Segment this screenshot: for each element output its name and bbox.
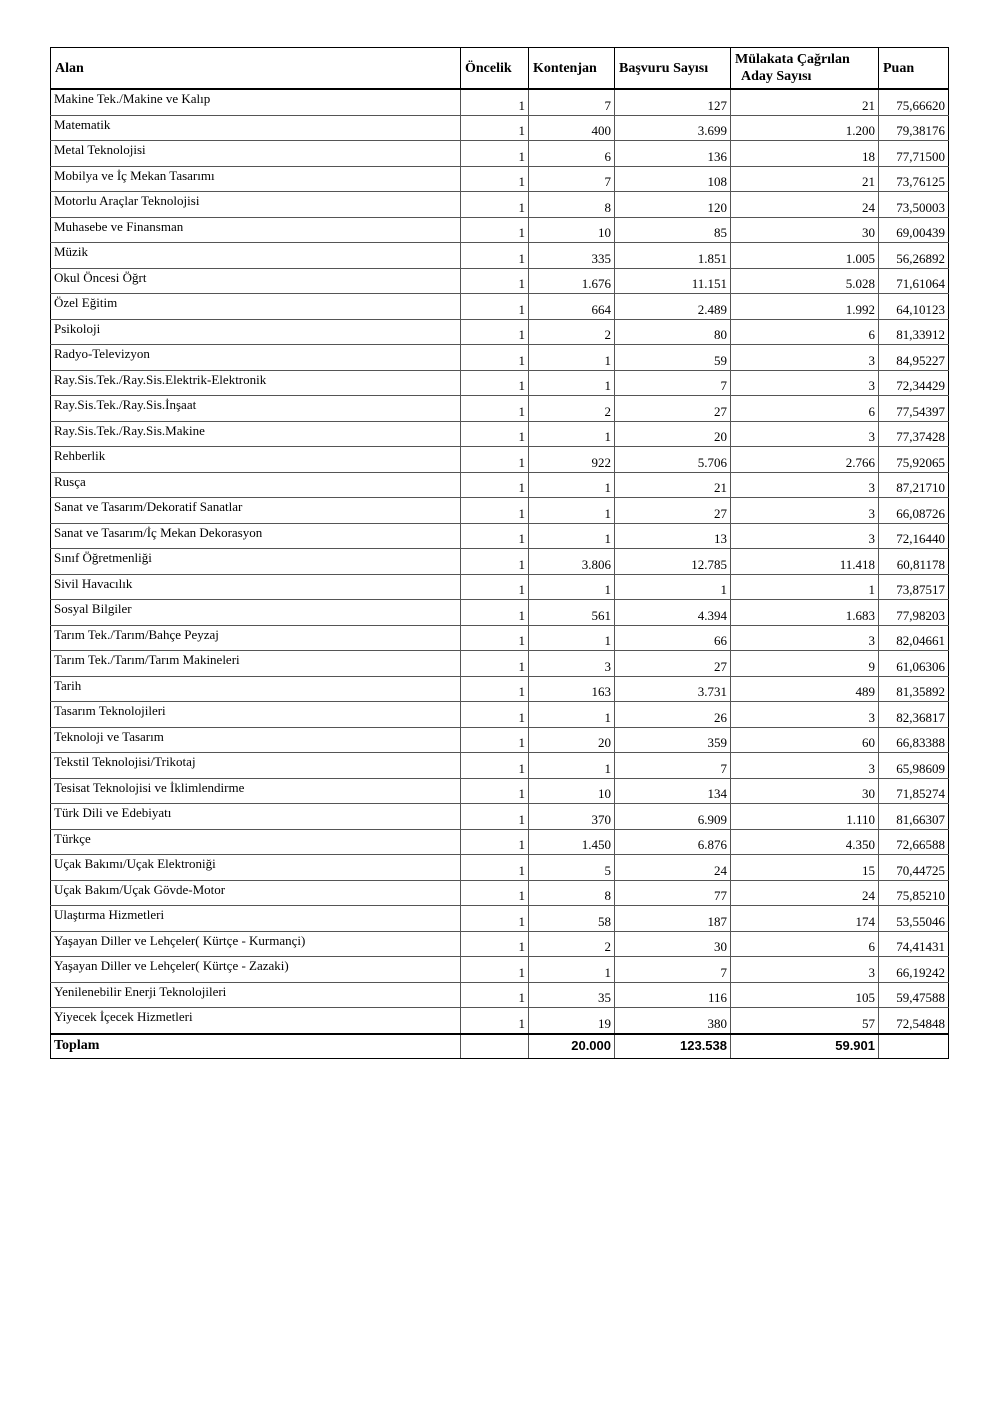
table-row [51, 549, 949, 575]
cell-kontenjan: 3 [529, 651, 615, 677]
cell-mulakat: 3 [731, 498, 879, 524]
cell-alan: Uçak Bakımı/Uçak Elektroniği [51, 855, 461, 881]
cell-puan: 66,08726 [879, 498, 949, 524]
cell-alan: Ray.Sis.Tek./Ray.Sis.Makine [51, 421, 461, 447]
cell-kontenjan: 1 [529, 370, 615, 396]
cell-oncelik: 1 [461, 702, 529, 728]
cell-mulakat: 6 [731, 396, 879, 422]
cell-puan: 72,34429 [879, 370, 949, 396]
cell-mulakat: 3 [731, 421, 879, 447]
table-row [51, 421, 949, 447]
cell-basvuru: 1.851 [615, 243, 731, 269]
cell-puan: 74,41431 [879, 931, 949, 957]
cell-puan: 81,33912 [879, 319, 949, 345]
total-label: Toplam [51, 1034, 461, 1059]
cell-mulakat: 4.350 [731, 829, 879, 855]
cell-kontenjan: 19 [529, 1008, 615, 1034]
cell-mulakat: 57 [731, 1008, 879, 1034]
cell-oncelik: 1 [461, 727, 529, 753]
cell-oncelik: 1 [461, 600, 529, 626]
cell-mulakat: 3 [731, 523, 879, 549]
cell-basvuru: 12.785 [615, 549, 731, 575]
cell-basvuru: 7 [615, 753, 731, 779]
cell-oncelik: 1 [461, 421, 529, 447]
cell-kontenjan: 7 [529, 166, 615, 192]
cell-alan: Ulaştırma Hizmetleri [51, 906, 461, 932]
cell-puan: 81,35892 [879, 676, 949, 702]
cell-oncelik: 1 [461, 855, 529, 881]
cell-puan: 71,85274 [879, 778, 949, 804]
cell-kontenjan: 7 [529, 89, 615, 115]
cell-mulakat: 1.110 [731, 804, 879, 830]
cell-oncelik: 1 [461, 217, 529, 243]
cell-puan: 73,87517 [879, 574, 949, 600]
cell-kontenjan: 5 [529, 855, 615, 881]
cell-puan: 70,44725 [879, 855, 949, 881]
cell-basvuru: 77 [615, 880, 731, 906]
cell-oncelik: 1 [461, 243, 529, 269]
cell-mulakat: 3 [731, 957, 879, 983]
cell-oncelik: 1 [461, 115, 529, 141]
cell-alan: Tarih [51, 676, 461, 702]
cell-kontenjan: 58 [529, 906, 615, 932]
cell-alan: Teknoloji ve Tasarım [51, 727, 461, 753]
cell-puan: 60,81178 [879, 549, 949, 575]
cell-mulakat: 30 [731, 217, 879, 243]
quota-table [50, 47, 949, 1059]
cell-kontenjan: 1 [529, 753, 615, 779]
cell-kontenjan: 163 [529, 676, 615, 702]
cell-oncelik: 1 [461, 1008, 529, 1034]
cell-basvuru: 7 [615, 370, 731, 396]
cell-puan: 77,98203 [879, 600, 949, 626]
cell-oncelik: 1 [461, 472, 529, 498]
cell-mulakat: 105 [731, 982, 879, 1008]
cell-basvuru: 13 [615, 523, 731, 549]
cell-kontenjan: 35 [529, 982, 615, 1008]
cell-kontenjan: 10 [529, 778, 615, 804]
cell-mulakat: 2.766 [731, 447, 879, 473]
table-body [51, 89, 949, 1034]
cell-mulakat: 3 [731, 702, 879, 728]
cell-alan: Müzik [51, 243, 461, 269]
table-row [51, 370, 949, 396]
cell-kontenjan: 1 [529, 574, 615, 600]
cell-oncelik: 1 [461, 957, 529, 983]
cell-basvuru: 80 [615, 319, 731, 345]
cell-basvuru: 134 [615, 778, 731, 804]
table-row [51, 625, 949, 651]
cell-alan: Yaşayan Diller ve Lehçeler( Kürtçe - Kurmançi) [51, 931, 461, 957]
table-row [51, 804, 949, 830]
cell-oncelik: 1 [461, 676, 529, 702]
cell-mulakat: 1 [731, 574, 879, 600]
cell-basvuru: 136 [615, 141, 731, 167]
cell-mulakat: 3 [731, 625, 879, 651]
cell-alan: Mobilya ve İç Mekan Tasarımı [51, 166, 461, 192]
cell-basvuru: 6.909 [615, 804, 731, 830]
cell-oncelik: 1 [461, 319, 529, 345]
cell-mulakat: 9 [731, 651, 879, 677]
cell-oncelik: 1 [461, 906, 529, 932]
table-row [51, 829, 949, 855]
table-row [51, 89, 949, 115]
table-row [51, 702, 949, 728]
cell-alan: Motorlu Araçlar Teknolojisi [51, 192, 461, 218]
header-mulakat-line2: Aday Sayısı [741, 69, 812, 84]
table-row [51, 472, 949, 498]
cell-oncelik: 1 [461, 778, 529, 804]
cell-oncelik: 1 [461, 498, 529, 524]
cell-oncelik: 1 [461, 141, 529, 167]
cell-mulakat: 15 [731, 855, 879, 881]
header-kontenjan: Kontenjan [529, 48, 615, 90]
cell-basvuru: 5.706 [615, 447, 731, 473]
cell-basvuru: 3.731 [615, 676, 731, 702]
cell-basvuru: 21 [615, 472, 731, 498]
cell-basvuru: 2.489 [615, 294, 731, 320]
table-row [51, 855, 949, 881]
cell-oncelik: 1 [461, 396, 529, 422]
cell-oncelik: 1 [461, 574, 529, 600]
total-row [51, 1034, 949, 1059]
cell-oncelik: 1 [461, 753, 529, 779]
cell-alan: Yiyecek İçecek Hizmetleri [51, 1008, 461, 1034]
cell-basvuru: 27 [615, 651, 731, 677]
cell-kontenjan: 2 [529, 931, 615, 957]
cell-alan: Sanat ve Tasarım/Dekoratif Sanatlar [51, 498, 461, 524]
cell-oncelik: 1 [461, 294, 529, 320]
cell-alan: Muhasebe ve Finansman [51, 217, 461, 243]
cell-basvuru: 4.394 [615, 600, 731, 626]
cell-oncelik: 1 [461, 370, 529, 396]
cell-basvuru: 120 [615, 192, 731, 218]
cell-mulakat: 6 [731, 319, 879, 345]
cell-basvuru: 127 [615, 89, 731, 115]
cell-alan: Sanat ve Tasarım/İç Mekan Dekorasyon [51, 523, 461, 549]
table-row [51, 727, 949, 753]
cell-puan: 72,66588 [879, 829, 949, 855]
cell-mulakat: 3 [731, 472, 879, 498]
table-row [51, 294, 949, 320]
cell-kontenjan: 1 [529, 345, 615, 371]
cell-kontenjan: 922 [529, 447, 615, 473]
cell-oncelik: 1 [461, 89, 529, 115]
cell-mulakat: 5.028 [731, 268, 879, 294]
header-row [51, 48, 949, 90]
cell-kontenjan: 2 [529, 396, 615, 422]
cell-oncelik: 1 [461, 345, 529, 371]
cell-kontenjan: 1 [529, 702, 615, 728]
cell-kontenjan: 8 [529, 192, 615, 218]
cell-kontenjan: 400 [529, 115, 615, 141]
table-row [51, 523, 949, 549]
cell-kontenjan: 2 [529, 319, 615, 345]
cell-basvuru: 1 [615, 574, 731, 600]
cell-kontenjan: 3.806 [529, 549, 615, 575]
cell-oncelik: 1 [461, 880, 529, 906]
cell-basvuru: 7 [615, 957, 731, 983]
cell-mulakat: 1.683 [731, 600, 879, 626]
cell-oncelik: 1 [461, 651, 529, 677]
cell-puan: 84,95227 [879, 345, 949, 371]
cell-alan: Rehberlik [51, 447, 461, 473]
total-puan [879, 1034, 949, 1059]
cell-alan: Tarım Tek./Tarım/Bahçe Peyzaj [51, 625, 461, 651]
cell-alan: Sivil Havacılık [51, 574, 461, 600]
cell-puan: 61,06306 [879, 651, 949, 677]
cell-alan: Ray.Sis.Tek./Ray.Sis.İnşaat [51, 396, 461, 422]
cell-oncelik: 1 [461, 268, 529, 294]
table-row [51, 396, 949, 422]
cell-puan: 65,98609 [879, 753, 949, 779]
cell-basvuru: 187 [615, 906, 731, 932]
cell-puan: 69,00439 [879, 217, 949, 243]
table-row [51, 676, 949, 702]
table-row [51, 319, 949, 345]
cell-oncelik: 1 [461, 625, 529, 651]
cell-puan: 66,83388 [879, 727, 949, 753]
cell-mulakat: 1.005 [731, 243, 879, 269]
cell-basvuru: 24 [615, 855, 731, 881]
cell-puan: 77,71500 [879, 141, 949, 167]
table-row [51, 880, 949, 906]
cell-puan: 87,21710 [879, 472, 949, 498]
cell-puan: 71,61064 [879, 268, 949, 294]
cell-puan: 56,26892 [879, 243, 949, 269]
cell-puan: 53,55046 [879, 906, 949, 932]
header-alan: Alan [51, 48, 461, 90]
cell-puan: 77,54397 [879, 396, 949, 422]
cell-basvuru: 108 [615, 166, 731, 192]
cell-puan: 77,37428 [879, 421, 949, 447]
table-row [51, 957, 949, 983]
table-row [51, 447, 949, 473]
cell-alan: Yenilenebilir Enerji Teknolojileri [51, 982, 461, 1008]
total-kontenjan: 20.000 [529, 1034, 615, 1059]
cell-basvuru: 59 [615, 345, 731, 371]
total-basvuru: 123.538 [615, 1034, 731, 1059]
cell-alan: Tarım Tek./Tarım/Tarım Makineleri [51, 651, 461, 677]
cell-oncelik: 1 [461, 447, 529, 473]
cell-kontenjan: 1 [529, 421, 615, 447]
cell-alan: Radyo-Televizyon [51, 345, 461, 371]
table-row [51, 166, 949, 192]
cell-alan: Türkçe [51, 829, 461, 855]
cell-puan: 73,76125 [879, 166, 949, 192]
table-row [51, 651, 949, 677]
cell-puan: 59,47588 [879, 982, 949, 1008]
cell-alan: Metal Teknolojisi [51, 141, 461, 167]
cell-alan: Okul Öncesi Öğrt [51, 268, 461, 294]
header-oncelik: Öncelik [461, 48, 529, 90]
cell-mulakat: 18 [731, 141, 879, 167]
table-row [51, 498, 949, 524]
cell-kontenjan: 20 [529, 727, 615, 753]
cell-mulakat: 21 [731, 89, 879, 115]
cell-kontenjan: 561 [529, 600, 615, 626]
cell-oncelik: 1 [461, 523, 529, 549]
header-mulakat-line1: Mülakata Çağrılan [735, 52, 850, 67]
total-oncelik [461, 1034, 529, 1059]
cell-oncelik: 1 [461, 931, 529, 957]
cell-oncelik: 1 [461, 192, 529, 218]
cell-kontenjan: 6 [529, 141, 615, 167]
cell-alan: Psikoloji [51, 319, 461, 345]
cell-kontenjan: 1 [529, 523, 615, 549]
cell-alan: Matematik [51, 115, 461, 141]
cell-kontenjan: 1 [529, 625, 615, 651]
cell-puan: 75,66620 [879, 89, 949, 115]
cell-kontenjan: 1 [529, 957, 615, 983]
table-row [51, 906, 949, 932]
cell-basvuru: 30 [615, 931, 731, 957]
cell-mulakat: 21 [731, 166, 879, 192]
cell-kontenjan: 335 [529, 243, 615, 269]
cell-basvuru: 3.699 [615, 115, 731, 141]
cell-mulakat: 3 [731, 370, 879, 396]
cell-oncelik: 1 [461, 982, 529, 1008]
cell-basvuru: 11.151 [615, 268, 731, 294]
cell-alan: Özel Eğitim [51, 294, 461, 320]
cell-basvuru: 6.876 [615, 829, 731, 855]
cell-mulakat: 24 [731, 880, 879, 906]
cell-alan: Rusça [51, 472, 461, 498]
cell-puan: 66,19242 [879, 957, 949, 983]
cell-alan: Tasarım Teknolojileri [51, 702, 461, 728]
cell-puan: 75,92065 [879, 447, 949, 473]
cell-mulakat: 489 [731, 676, 879, 702]
cell-puan: 73,50003 [879, 192, 949, 218]
cell-oncelik: 1 [461, 549, 529, 575]
cell-oncelik: 1 [461, 829, 529, 855]
cell-mulakat: 60 [731, 727, 879, 753]
cell-alan: Tesisat Teknolojisi ve İklimlendirme [51, 778, 461, 804]
cell-basvuru: 380 [615, 1008, 731, 1034]
table-row [51, 268, 949, 294]
cell-basvuru: 27 [615, 498, 731, 524]
cell-alan: Uçak Bakım/Uçak Gövde-Motor [51, 880, 461, 906]
cell-basvuru: 27 [615, 396, 731, 422]
cell-mulakat: 3 [731, 345, 879, 371]
cell-mulakat: 1.200 [731, 115, 879, 141]
cell-puan: 75,85210 [879, 880, 949, 906]
cell-alan: Tekstil Teknolojisi/Trikotaj [51, 753, 461, 779]
cell-alan: Türk Dili ve Edebiyatı [51, 804, 461, 830]
total-mulakat: 59.901 [731, 1034, 879, 1059]
cell-oncelik: 1 [461, 804, 529, 830]
cell-kontenjan: 1.676 [529, 268, 615, 294]
cell-kontenjan: 664 [529, 294, 615, 320]
table-footer [51, 1034, 949, 1059]
table-row [51, 217, 949, 243]
header-puan: Puan [879, 48, 949, 90]
header-mulakat [731, 48, 879, 90]
cell-kontenjan: 370 [529, 804, 615, 830]
cell-puan: 79,38176 [879, 115, 949, 141]
cell-mulakat: 6 [731, 931, 879, 957]
cell-alan: Makine Tek./Makine ve Kalıp [51, 89, 461, 115]
cell-kontenjan: 1.450 [529, 829, 615, 855]
header-basvuru: Başvuru Sayısı [615, 48, 731, 90]
table-row [51, 1008, 949, 1034]
cell-puan: 64,10123 [879, 294, 949, 320]
cell-basvuru: 116 [615, 982, 731, 1008]
cell-kontenjan: 1 [529, 472, 615, 498]
cell-basvuru: 66 [615, 625, 731, 651]
table-row [51, 115, 949, 141]
cell-kontenjan: 1 [529, 498, 615, 524]
cell-mulakat: 11.418 [731, 549, 879, 575]
cell-basvuru: 359 [615, 727, 731, 753]
cell-mulakat: 30 [731, 778, 879, 804]
table-row [51, 982, 949, 1008]
cell-alan: Sosyal Bilgiler [51, 600, 461, 626]
table-row [51, 600, 949, 626]
cell-alan: Sınıf Öğretmenliği [51, 549, 461, 575]
table-row [51, 192, 949, 218]
table-row [51, 574, 949, 600]
cell-mulakat: 24 [731, 192, 879, 218]
cell-basvuru: 85 [615, 217, 731, 243]
table-row [51, 931, 949, 957]
cell-alan: Ray.Sis.Tek./Ray.Sis.Elektrik-Elektronik [51, 370, 461, 396]
cell-kontenjan: 10 [529, 217, 615, 243]
cell-puan: 81,66307 [879, 804, 949, 830]
table-row [51, 141, 949, 167]
cell-mulakat: 1.992 [731, 294, 879, 320]
table-header [51, 48, 949, 90]
cell-basvuru: 26 [615, 702, 731, 728]
table-row [51, 243, 949, 269]
table-row [51, 345, 949, 371]
cell-basvuru: 20 [615, 421, 731, 447]
cell-mulakat: 3 [731, 753, 879, 779]
cell-oncelik: 1 [461, 166, 529, 192]
cell-puan: 72,16440 [879, 523, 949, 549]
cell-mulakat: 174 [731, 906, 879, 932]
table-row [51, 753, 949, 779]
cell-puan: 72,54848 [879, 1008, 949, 1034]
cell-puan: 82,36817 [879, 702, 949, 728]
cell-alan: Yaşayan Diller ve Lehçeler( Kürtçe - Zazaki) [51, 957, 461, 983]
cell-kontenjan: 8 [529, 880, 615, 906]
table-row [51, 778, 949, 804]
cell-puan: 82,04661 [879, 625, 949, 651]
